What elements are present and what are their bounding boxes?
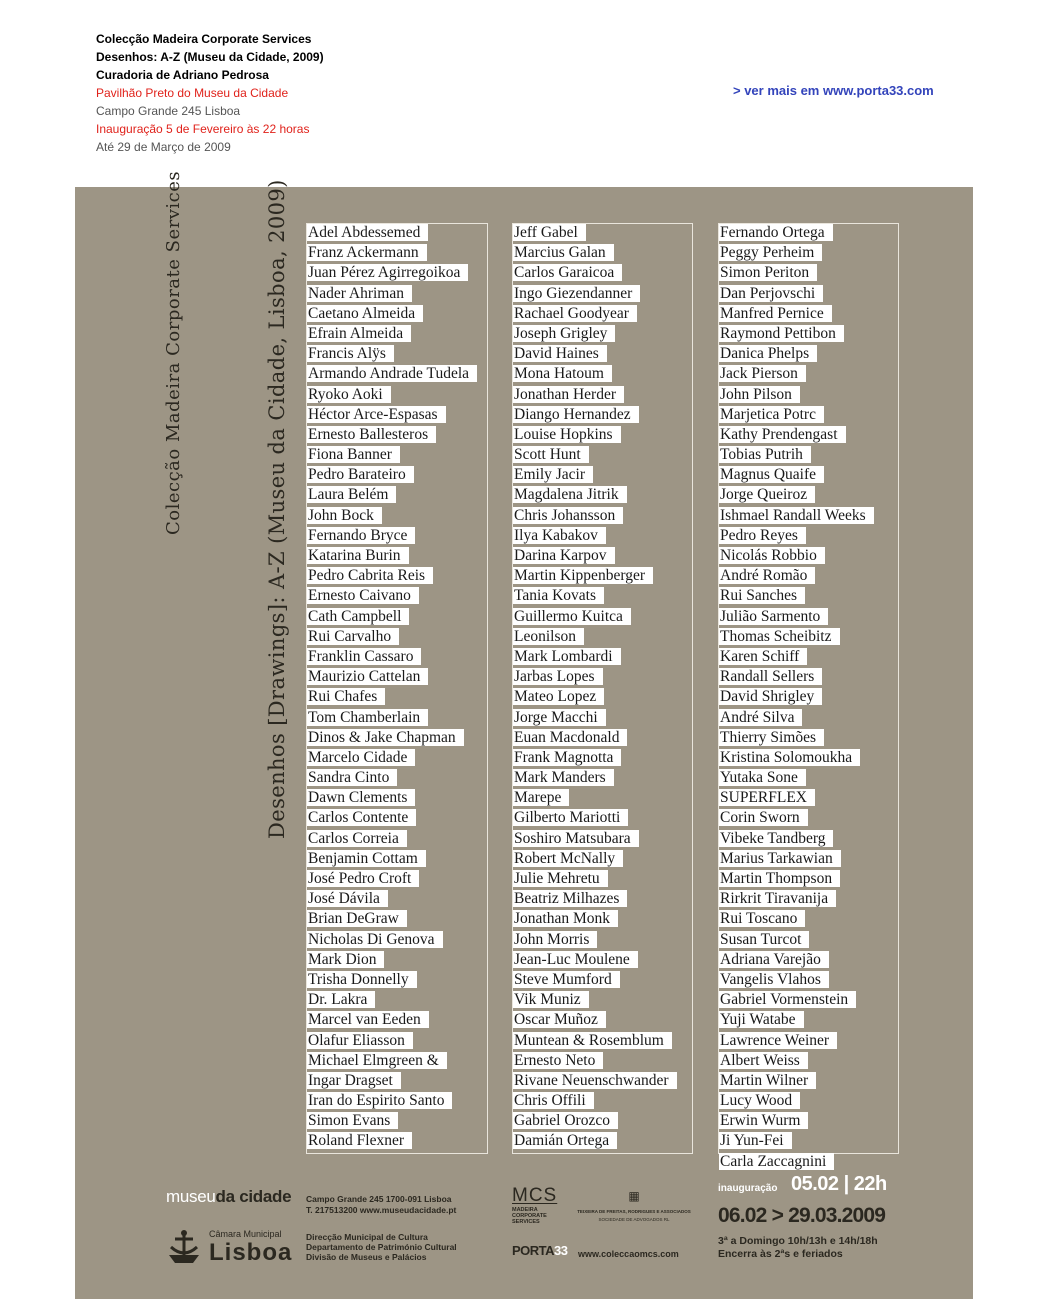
artist-name: Caetano Almeida — [307, 305, 423, 322]
artist-name: Gabriel Orozco — [513, 1112, 618, 1129]
artist-name: Julie Mehretu — [513, 870, 608, 887]
artist-name: Roland Flexner — [307, 1132, 412, 1149]
artist-name: Dr. Lakra — [307, 991, 375, 1008]
artist-name: Kristina Solomoukha — [719, 749, 860, 766]
artist-name: André Romão — [719, 567, 815, 584]
curator: Curadoria de Adriano Pedrosa — [96, 68, 269, 82]
artist-name: Diango Hernandez — [513, 406, 639, 423]
artist-name: Benjamin Cottam — [307, 850, 426, 867]
artist-name: Jeff Gabel — [513, 224, 586, 241]
artist-name: Dawn Clements — [307, 789, 415, 806]
end-date: Até 29 de Março de 2009 — [96, 140, 231, 154]
address-line: Campo Grande 245 1700-091 Lisboa — [306, 1194, 452, 1204]
artist-name: SUPERFLEX — [719, 789, 815, 806]
artist-name: Gabriel Vormenstein — [719, 991, 856, 1008]
artist-name: Leonilson — [513, 628, 584, 645]
collection-site: www.coleccaomcs.com — [578, 1249, 679, 1259]
artist-name: Yuji Watabe — [719, 1011, 804, 1028]
artist-name: Carlos Correia — [307, 830, 407, 847]
artist-name: John Pilson — [719, 386, 800, 403]
artist-name: Beatriz Milhazes — [513, 890, 627, 907]
grid-icon: ▦ — [628, 1189, 640, 1203]
artist-name: Lawrence Weiner — [719, 1032, 837, 1049]
artist-name: Sandra Cinto — [307, 769, 397, 786]
artist-column-1 — [306, 223, 488, 1154]
artist-name: Joseph Grigley — [513, 325, 615, 342]
artist-name: Mark Lombardi — [513, 648, 621, 665]
opening: Inauguração 5 de Fevereiro às 22 horas — [96, 122, 310, 136]
artist-name: Muntean & Rosemblum — [513, 1032, 672, 1049]
artist-name: Lucy Wood — [719, 1092, 800, 1109]
artist-name: Kathy Prendengast — [719, 426, 846, 443]
artist-name: Rirkrit Tiravanija — [719, 890, 836, 907]
artist-name: Vangelis Vlahos — [719, 971, 829, 988]
artist-name: Jarbas Lopes — [513, 668, 603, 685]
artist-name: Ernesto Neto — [513, 1052, 603, 1069]
artist-name: Danica Phelps — [719, 345, 817, 362]
artist-name: Julião Sarmento — [719, 608, 828, 625]
artist-name: Mark Dion — [307, 951, 384, 968]
artist-name: Rui Sanches — [719, 587, 805, 604]
artist-name: Steve Mumford — [513, 971, 620, 988]
artist-name: Adel Abdessemed — [307, 224, 428, 241]
artist-name: Robert McNally — [513, 850, 623, 867]
artist-name: Ingar Dragset — [307, 1072, 401, 1089]
artist-name: John Morris — [513, 931, 597, 948]
artist-name: José Dávila — [307, 890, 388, 907]
artist-name: Thomas Scheibitz — [719, 628, 840, 645]
lisboa-wordmark: Lisboa — [209, 1239, 293, 1266]
artist-name: Gilberto Mariotti — [513, 809, 628, 826]
artist-name: Darina Karpov — [513, 547, 615, 564]
artist-name: Pedro Reyes — [719, 527, 806, 544]
artist-name: Ishmael Randall Weeks — [719, 507, 874, 524]
artist-name: Brian DeGraw — [307, 910, 407, 927]
teixeira-line: SOCIEDADE DE ADVOGADOS RL — [598, 1217, 670, 1222]
artist-name: Oscar Muñoz — [513, 1011, 606, 1028]
exhibition-dates: 06.02 > 29.03.2009 — [718, 1204, 886, 1227]
artist-name: Laura Belém — [307, 486, 396, 503]
artist-name: Nicholas Di Genova — [307, 931, 443, 948]
artist-name: Franz Ackermann — [307, 244, 427, 261]
artist-name: Pedro Cabrita Reis — [307, 567, 433, 584]
artist-name: Armando Andrade Tudela — [307, 365, 477, 382]
artist-name: Marcelo Cidade — [307, 749, 415, 766]
artist-name: Damián Ortega — [513, 1132, 617, 1149]
museum-address — [306, 1194, 456, 1216]
artist-name: Guillermo Kuitca — [513, 608, 631, 625]
inauguration-date: 05.02 | 22h — [791, 1173, 887, 1195]
artist-name: Albert Weiss — [719, 1052, 808, 1069]
artist-name: Frank Magnotta — [513, 749, 621, 766]
artist-name: Marcius Galan — [513, 244, 614, 261]
artist-name: Francis Alÿs — [307, 345, 394, 362]
artist-name: Mona Hatoum — [513, 365, 612, 382]
exhibition-title: Desenhos: A-Z (Museu da Cidade, 2009) — [96, 50, 324, 64]
artist-name: Ernesto Ballesteros — [307, 426, 436, 443]
artist-name: Tania Kovats — [513, 587, 604, 604]
artist-name: Héctor Arce-Espasas — [307, 406, 446, 423]
collection-name: Colecção Madeira Corporate Services — [96, 32, 312, 46]
camara-lisboa-logo — [165, 1225, 305, 1269]
artist-name: Magnus Quaife — [719, 466, 824, 483]
porta-part: PORTA — [512, 1243, 555, 1258]
hours-line: Encerra às 2ªs e feriados — [718, 1248, 843, 1260]
artist-name: Jorge Macchi — [513, 709, 606, 726]
artist-name: Mateo Lopez — [513, 688, 604, 705]
artist-name: Pedro Barateiro — [307, 466, 414, 483]
mcs-sub: MADEIRA — [512, 1207, 538, 1213]
logo-part: da cidade — [215, 1187, 292, 1206]
artist-name: Emily Jacir — [513, 466, 593, 483]
artist-name: Jonathan Monk — [513, 910, 618, 927]
dept-line: Direcção Municipal de Cultura — [306, 1232, 428, 1242]
museu-da-cidade-logo — [166, 1187, 291, 1207]
artist-name: Ryoko Aoki — [307, 386, 391, 403]
artist-name: Fiona Banner — [307, 446, 400, 463]
artist-name: Rachael Goodyear — [513, 305, 637, 322]
artist-name: Simon Evans — [307, 1112, 398, 1129]
artist-name: Efrain Almeida — [307, 325, 411, 342]
camara-label: Câmara Municipal — [209, 1229, 282, 1239]
artist-name: John Bock — [307, 507, 382, 524]
artist-name: Mark Manders — [513, 769, 614, 786]
more-link[interactable]: > ver mais em www.porta33.com — [733, 83, 934, 98]
artist-name: Ji Yun-Fei — [719, 1132, 792, 1149]
artist-name: Marius Tarkawian — [719, 850, 841, 867]
artist-name: Iran do Espirito Santo — [307, 1092, 452, 1109]
teixeira-line: TEIXEIRA DE FREITAS, RODRIGUES E ASSOCIADOS — [577, 1209, 691, 1214]
artist-name: Tom Chamberlain — [307, 709, 428, 726]
artist-name: Jonathan Herder — [513, 386, 624, 403]
artist-column-2 — [512, 223, 693, 1154]
inauguration-label: inauguração — [718, 1183, 778, 1194]
artist-name: Euan Macdonald — [513, 729, 627, 746]
artist-name: Erwin Wurm — [719, 1112, 808, 1129]
artist-name: Rivane Neuenschwander — [513, 1072, 677, 1089]
artist-name: Vik Muniz — [513, 991, 589, 1008]
lisboa-ship-icon — [165, 1229, 203, 1265]
porta-part: 33 — [554, 1243, 568, 1258]
artist-name: Ernesto Caivano — [307, 587, 419, 604]
artist-name: Michael Elmgreen & — [307, 1052, 447, 1069]
dept-line: Divisão de Museus e Palácios — [306, 1252, 427, 1262]
artist-name: Vibeke Tandberg — [719, 830, 833, 847]
artist-name: Thierry Simões — [719, 729, 824, 746]
artist-name: Scott Hunt — [513, 446, 589, 463]
artist-name: Marjetica Potrc — [719, 406, 824, 423]
artist-name: Fernando Bryce — [307, 527, 415, 544]
header-info — [96, 30, 324, 156]
artist-name: Marepe — [513, 789, 569, 806]
artist-name: Adriana Varejão — [719, 951, 829, 968]
artist-name: Nader Ahriman — [307, 285, 412, 302]
artist-name: Rui Chafes — [307, 688, 385, 705]
artist-name: Jack Pierson — [719, 365, 806, 382]
artist-name: Rui Toscano — [719, 910, 805, 927]
artist-name: Simon Periton — [719, 264, 817, 281]
artist-name: Olafur Eliasson — [307, 1032, 413, 1049]
artist-name: Jorge Queiroz — [719, 486, 815, 503]
artist-name: Randall Sellers — [719, 668, 822, 685]
artist-name: Ingo Giezendanner — [513, 285, 640, 302]
mcs-sub: CORPORATE — [512, 1213, 547, 1219]
artist-name: Nicolás Robbio — [719, 547, 825, 564]
artist-name: Tobias Putrih — [719, 446, 811, 463]
artist-name: Dan Perjovschi — [719, 285, 823, 302]
department-info — [306, 1232, 457, 1262]
teixeira-logo — [569, 1189, 699, 1222]
artist-name: Martin Wilner — [719, 1072, 816, 1089]
dept-line: Departamento de Património Cultural — [306, 1242, 457, 1252]
artist-name: Trisha Donnelly — [307, 971, 417, 988]
mcs-sub: SERVICES — [512, 1219, 540, 1225]
artist-name: Cath Campbell — [307, 608, 409, 625]
artist-name: André Silva — [719, 709, 802, 726]
artist-name: Carlos Garaicoa — [513, 264, 622, 281]
logo-part: museu — [166, 1187, 216, 1206]
artist-name: David Shrigley — [719, 688, 822, 705]
artist-name: David Haines — [513, 345, 607, 362]
artist-name: Karen Schiff — [719, 648, 807, 665]
artist-name: Rui Carvalho — [307, 628, 399, 645]
hours-line: 3ª a Domingo 10h/13h e 14h/18h — [718, 1235, 878, 1247]
artist-name: Louise Hopkins — [513, 426, 621, 443]
artist-name: Corin Sworn — [719, 809, 808, 826]
artist-name: Carla Zaccagnini — [719, 1153, 834, 1170]
artist-name: Franklin Cassaro — [307, 648, 421, 665]
artist-name: Soshiro Matsubara — [513, 830, 639, 847]
artist-name: José Pedro Croft — [307, 870, 419, 887]
artist-name: Martin Thompson — [719, 870, 840, 887]
artist-name: Ilya Kabakov — [513, 527, 606, 544]
poster-collection-title: Colecção Madeira Corporate Services — [163, 170, 184, 535]
porta33-logo — [512, 1243, 568, 1258]
artist-name: Dinos & Jake Chapman — [307, 729, 464, 746]
poster-main-title: Desenhos [Drawings]: A-Z (Museu da Cidade, Lisboa, 2009) — [265, 179, 289, 839]
artist-name: Chris Johansson — [513, 507, 623, 524]
venue: Pavilhão Preto do Museu da Cidade — [96, 86, 289, 100]
artist-name: Martin Kippenberger — [513, 567, 653, 584]
address-line: T. 217513200 www.museudacidade.pt — [306, 1205, 457, 1215]
artist-column-3 — [718, 223, 899, 1170]
opening-hours — [718, 1235, 878, 1261]
address: Campo Grande 245 Lisboa — [96, 104, 241, 118]
artist-name: Yutaka Sone — [719, 769, 806, 786]
exhibition-poster — [75, 170, 973, 1299]
artist-name: Peggy Perheim — [719, 244, 822, 261]
artist-name: Carlos Contente — [307, 809, 416, 826]
mcs-logo — [512, 1185, 557, 1225]
artist-name: Fernando Ortega — [719, 224, 833, 241]
artist-name: Maurizio Cattelan — [307, 668, 428, 685]
mcs-wordmark: MCS — [512, 1185, 558, 1206]
artist-name: Marcel van Eeden — [307, 1011, 429, 1028]
artist-name: Katarina Burin — [307, 547, 409, 564]
artist-name: Juan Pérez Agirregoikoa — [307, 264, 468, 281]
artist-name: Susan Turcot — [719, 931, 809, 948]
artist-name: Manfred Pernice — [719, 305, 832, 322]
artist-name: Chris Offili — [513, 1092, 594, 1109]
artist-name: Jean-Luc Moulene — [513, 951, 638, 968]
artist-name: Magdalena Jitrik — [513, 486, 627, 503]
artist-name: Raymond Pettibon — [719, 325, 844, 342]
